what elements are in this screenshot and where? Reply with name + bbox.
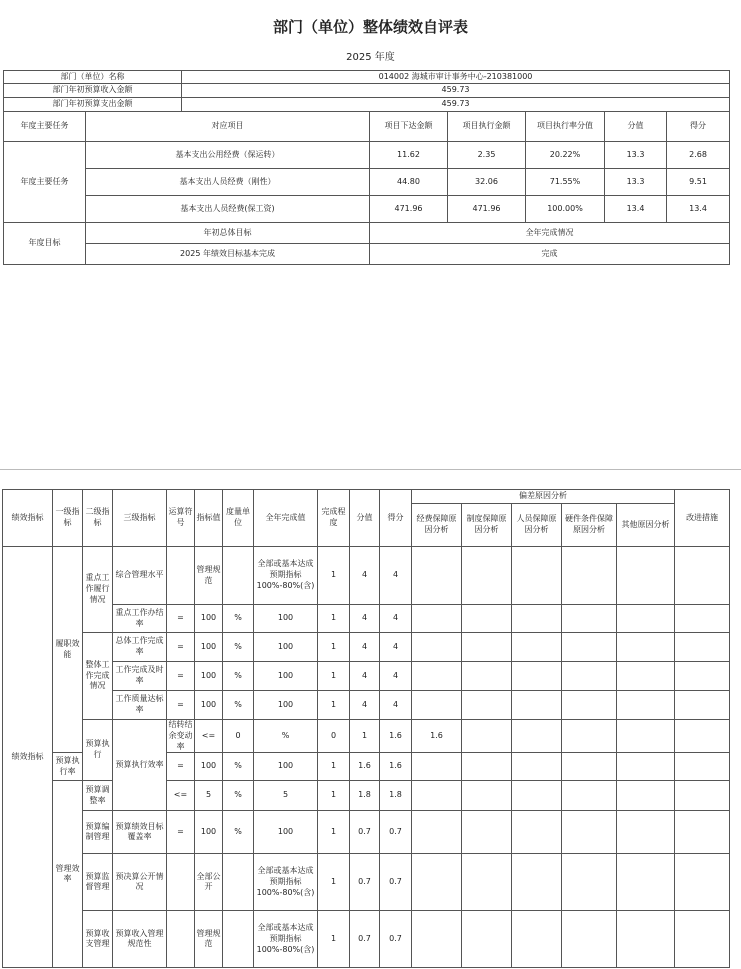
income-label: 部门年初预算收入金额	[4, 84, 182, 98]
row-actual: 100	[254, 662, 318, 691]
header-dev-other: 其他原因分析	[617, 504, 675, 547]
task-group-label: 年度主要任务	[4, 142, 86, 223]
row-dev-system	[462, 662, 512, 691]
row-dev-other	[617, 605, 675, 633]
goal-initial-value: 2025 年绩效目标基本完成	[86, 244, 370, 265]
row-dev-staff	[512, 811, 562, 854]
task-header-score-value: 分值	[605, 112, 667, 142]
row-op	[167, 547, 195, 605]
task-score: 2.68	[667, 142, 730, 169]
level1-mgmt: 管理效率	[53, 781, 83, 968]
task-project: 基本支出公用经费（保运转）	[86, 142, 370, 169]
row-actual: 全部或基本达成预期指标 100%-80%(含)	[254, 854, 318, 911]
task-header-executed: 项目执行金额	[448, 112, 526, 142]
row-dev-hardware	[562, 662, 617, 691]
row-actual: 100	[254, 633, 318, 662]
row-dev-hardware	[562, 781, 617, 811]
row-dev-other	[617, 854, 675, 911]
row-target: 管理规范	[195, 911, 223, 968]
expense-label: 部门年初预算支出金额	[4, 98, 182, 112]
row-actual: 5	[254, 781, 318, 811]
row-unit	[223, 911, 254, 968]
row-dev-hardware	[617, 720, 675, 753]
row-score: 4	[380, 547, 412, 605]
row-weight: 4	[350, 547, 380, 605]
row-improve	[675, 691, 730, 720]
row-score: 4	[380, 662, 412, 691]
task-issued: 11.62	[370, 142, 448, 169]
dept-name-value: 014002 海城市审计事务中心-210381000	[182, 71, 730, 84]
row-weight: 1.6	[380, 720, 412, 753]
row-name: 预算调整率	[83, 781, 113, 811]
row-unit	[223, 854, 254, 911]
row-dev-fund	[412, 691, 462, 720]
row-dev-hardware	[562, 811, 617, 854]
row-score: 0.7	[380, 911, 412, 968]
task-rate: 100.00%	[526, 196, 605, 223]
row-actual: 全部或基本达成预期指标 100%-80%(含)	[254, 547, 318, 605]
task-header-project: 对应项目	[86, 112, 370, 142]
indicator-label: 绩效指标	[3, 547, 53, 968]
task-executed: 2.35	[448, 142, 526, 169]
row-dev-fund	[412, 911, 462, 968]
row-op	[167, 854, 195, 911]
task-executed: 471.96	[448, 196, 526, 223]
row-dev-fund	[412, 633, 462, 662]
header-actual: 全年完成值	[254, 490, 318, 547]
row-op: =	[167, 753, 195, 781]
row-dev-fund	[412, 662, 462, 691]
row-score: 1.6	[380, 753, 412, 781]
header-score: 得分	[380, 490, 412, 547]
row-op: =	[167, 811, 195, 854]
row-degree: 1	[318, 811, 350, 854]
row-dev-fund	[412, 547, 462, 605]
row-name: 预算收入管理规范性	[113, 911, 167, 968]
row-target: 100	[195, 691, 223, 720]
row-weight: 0.7	[350, 854, 380, 911]
row-op: =	[167, 662, 195, 691]
row-dev-system	[462, 633, 512, 662]
row-dev-system	[462, 605, 512, 633]
task-project: 基本支出人员经费(保工资)	[86, 196, 370, 223]
header-dev-fund: 经费保障原因分析	[412, 504, 462, 547]
row-unit: %	[223, 781, 254, 811]
level2-overall-work: 整体工作完成情况	[83, 633, 113, 720]
row-dev-other	[617, 633, 675, 662]
row-dev-other	[617, 753, 675, 781]
row-actual: 0	[318, 720, 350, 753]
level2-budget-prep: 预算编制管理	[83, 811, 113, 854]
row-degree: 1	[318, 662, 350, 691]
row-name: 工作质量达标率	[113, 691, 167, 720]
row-improve	[675, 911, 730, 968]
header-degree: 完成程度	[318, 490, 350, 547]
row-weight: 4	[350, 633, 380, 662]
row-weight: 4	[350, 662, 380, 691]
level2-key-work: 重点工作履行情况	[83, 547, 113, 633]
row-weight: 4	[350, 605, 380, 633]
row-degree: 1	[318, 854, 350, 911]
task-score-value: 13.3	[605, 169, 667, 196]
row-dev-staff	[512, 691, 562, 720]
row-dev-hardware	[562, 691, 617, 720]
goal-col-initial: 年初总体目标	[86, 223, 370, 244]
row-target: 100	[195, 753, 223, 781]
level2-budget-exec-eff: 预算执行效率	[113, 720, 167, 811]
header-deviation: 偏差原因分析	[412, 490, 675, 504]
row-unit: %	[223, 605, 254, 633]
row-dev-hardware	[562, 911, 617, 968]
task-header-rate: 项目执行率分值	[526, 112, 605, 142]
row-target: 0	[223, 720, 254, 753]
row-target: 全部公开	[195, 854, 223, 911]
row-dev-other	[617, 781, 675, 811]
row-actual: 100	[254, 811, 318, 854]
row-dev-staff	[512, 633, 562, 662]
row-dev-hardware	[562, 854, 617, 911]
row-unit: %	[223, 753, 254, 781]
page-separator	[0, 469, 741, 470]
task-project: 基本支出人员经费（刚性）	[86, 169, 370, 196]
header-op: 运算符号	[167, 490, 195, 547]
income-value: 459.73	[182, 84, 730, 98]
page-title: 部门（单位）整体绩效自评表	[272, 18, 468, 36]
header-unit: 度量单位	[223, 490, 254, 547]
row-weight: 0.7	[350, 811, 380, 854]
header-target: 指标值	[195, 490, 223, 547]
row-score: 4	[380, 633, 412, 662]
row-weight: 1.8	[350, 781, 380, 811]
row-op: =	[167, 605, 195, 633]
row-dev-hardware	[562, 753, 617, 781]
row-name: 预决算公开情况	[113, 854, 167, 911]
row-actual: 100	[254, 753, 318, 781]
row-name: 重点工作办结率	[113, 605, 167, 633]
row-degree: 1	[318, 691, 350, 720]
row-weight: 1.6	[350, 753, 380, 781]
header-level2: 二级指标	[83, 490, 113, 547]
row-dev-system	[462, 547, 512, 605]
row-dev-other	[617, 547, 675, 605]
row-target: 5	[195, 781, 223, 811]
row-improve	[675, 605, 730, 633]
row-actual: 100	[254, 691, 318, 720]
goal-col-completion: 全年完成情况	[370, 223, 730, 244]
row-dev-system	[462, 811, 512, 854]
row-unit: %	[223, 691, 254, 720]
header-dev-system: 制度保障原因分析	[462, 504, 512, 547]
row-name: 预算绩效目标覆盖率	[113, 811, 167, 854]
row-degree: 1	[318, 547, 350, 605]
row-dev-system	[462, 911, 512, 968]
row-dev-system	[462, 753, 512, 781]
row-actual: 100	[254, 605, 318, 633]
task-score-value: 13.3	[605, 142, 667, 169]
row-op: =	[167, 691, 195, 720]
row-dev-other	[617, 691, 675, 720]
row-op	[167, 911, 195, 968]
row-weight: 4	[350, 691, 380, 720]
row-dev-staff	[512, 753, 562, 781]
row-improve	[675, 662, 730, 691]
row-degree: 1	[318, 605, 350, 633]
row-score: 1.6	[412, 720, 462, 753]
row-dev-staff	[512, 662, 562, 691]
row-dev-staff	[512, 605, 562, 633]
row-score: 1.8	[380, 781, 412, 811]
task-score-value: 13.4	[605, 196, 667, 223]
row-degree: 1	[318, 753, 350, 781]
row-dev-hardware	[562, 547, 617, 605]
header-level1: 一级指标	[53, 490, 83, 547]
row-actual: 全部或基本达成预期指标 100%-80%(含)	[254, 911, 318, 968]
row-name: 综合管理水平	[113, 547, 167, 605]
row-dev-other	[617, 811, 675, 854]
row-degree: 1	[350, 720, 380, 753]
expense-value: 459.73	[182, 98, 730, 112]
row-target: 100	[195, 605, 223, 633]
header-level3: 三级指标	[113, 490, 167, 547]
task-header-issued: 项目下达金额	[370, 112, 448, 142]
row-dev-hardware	[562, 605, 617, 633]
row-dev-fund	[412, 605, 462, 633]
row-improve	[675, 633, 730, 662]
task-issued: 471.96	[370, 196, 448, 223]
row-improve	[675, 811, 730, 854]
task-rate: 20.22%	[526, 142, 605, 169]
row-dev-other	[617, 911, 675, 968]
row-dev-fund	[412, 811, 462, 854]
level1-duty: 履职效能	[53, 547, 83, 753]
row-score: 4	[380, 691, 412, 720]
row-op: <=	[167, 781, 195, 811]
level1-budget-exec: 预算执行	[83, 720, 113, 781]
row-target: 100	[195, 633, 223, 662]
row-score: 4	[380, 605, 412, 633]
row-degree: 1	[318, 633, 350, 662]
row-degree: 1	[318, 911, 350, 968]
level2-budget-super: 预算监督管理	[83, 854, 113, 911]
row-op: =	[167, 633, 195, 662]
row-dev-system	[512, 720, 562, 753]
row-dev-system	[462, 854, 512, 911]
row-improve	[675, 781, 730, 811]
row-dev-other	[675, 720, 730, 753]
row-improve	[675, 547, 730, 605]
row-dev-fund	[412, 781, 462, 811]
task-score: 13.4	[667, 196, 730, 223]
row-dev-fund	[412, 854, 462, 911]
task-header-score: 得分	[667, 112, 730, 142]
row-improve	[675, 753, 730, 781]
row-unit: %	[223, 811, 254, 854]
goal-label: 年度目标	[4, 223, 86, 265]
year-label: 2025 年度	[346, 52, 395, 63]
task-issued: 44.80	[370, 169, 448, 196]
goal-completion-value: 完成	[370, 244, 730, 265]
task-executed: 32.06	[448, 169, 526, 196]
row-dev-hardware	[562, 633, 617, 662]
header-dev-staff: 人员保障原因分析	[512, 504, 562, 547]
task-score: 9.51	[667, 169, 730, 196]
row-weight: 0.7	[350, 911, 380, 968]
row-dev-staff	[512, 854, 562, 911]
row-op: <=	[195, 720, 223, 753]
row-dev-staff	[562, 720, 617, 753]
row-name: 预算执行率	[53, 753, 83, 781]
row-score: 0.7	[380, 854, 412, 911]
summary-table	[3, 70, 730, 265]
row-dev-system	[462, 691, 512, 720]
level2-budget-income: 预算收支管理	[83, 911, 113, 968]
header-improve: 改进措施	[675, 490, 730, 547]
row-name: 工作完成及时率	[113, 662, 167, 691]
task-header-label: 年度主要任务	[4, 112, 86, 142]
row-degree: 1	[318, 781, 350, 811]
row-name: 总体工作完成率	[113, 633, 167, 662]
task-rate: 71.55%	[526, 169, 605, 196]
row-dev-staff	[512, 547, 562, 605]
row-improve	[675, 854, 730, 911]
row-unit: %	[223, 633, 254, 662]
row-dev-fund	[462, 720, 512, 753]
header-dev-hardware: 硬件条件保障原因分析	[562, 504, 617, 547]
row-target: 管理规范	[195, 547, 223, 605]
row-dev-fund	[412, 753, 462, 781]
row-target: 100	[195, 662, 223, 691]
row-target: 100	[195, 811, 223, 854]
row-dev-staff	[512, 781, 562, 811]
dept-name-label: 部门（单位）名称	[4, 71, 182, 84]
performance-table	[2, 489, 730, 968]
header-indicator: 绩效指标	[3, 490, 53, 547]
row-unit: %	[223, 662, 254, 691]
row-score: 0.7	[380, 811, 412, 854]
row-dev-other	[617, 662, 675, 691]
row-name: 结转结余变动率	[167, 720, 195, 753]
row-unit	[223, 547, 254, 605]
row-dev-staff	[512, 911, 562, 968]
row-unit: %	[254, 720, 318, 753]
header-weight: 分值	[350, 490, 380, 547]
row-dev-system	[462, 781, 512, 811]
